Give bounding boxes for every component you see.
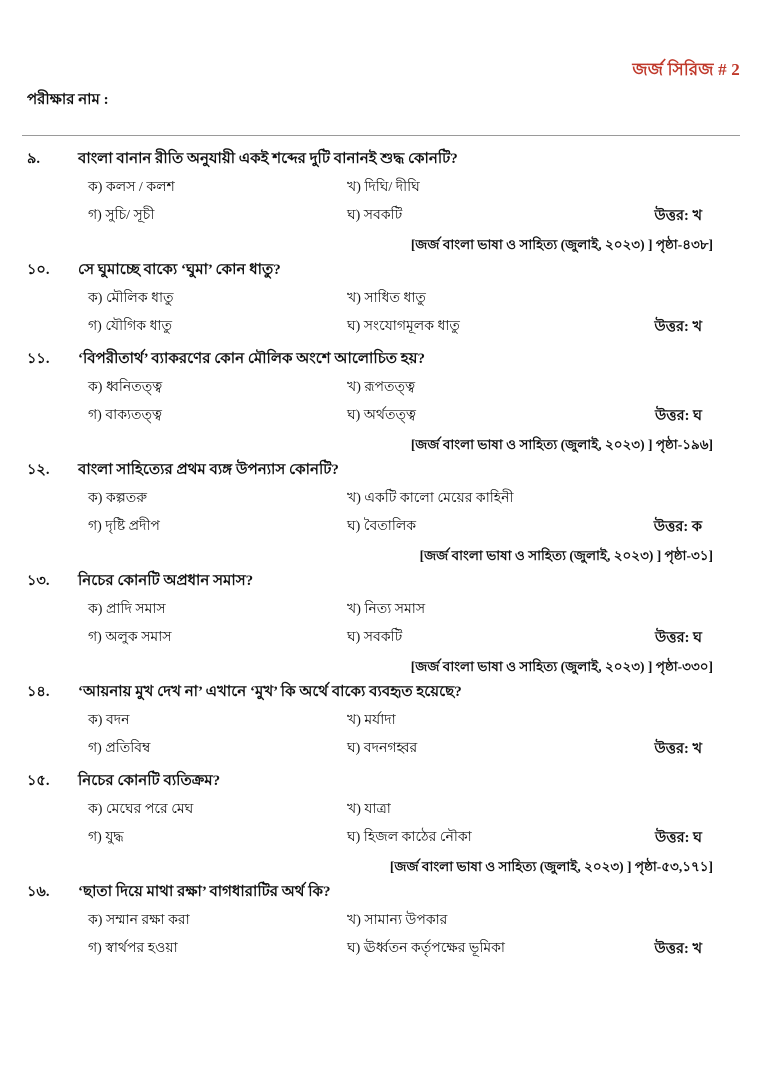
exam-name-label: পরীক্ষার নাম : [27, 92, 109, 108]
question-number: ১২. [27, 462, 50, 478]
option-row [27, 381, 740, 409]
header-divider [22, 135, 740, 136]
question-text: ‘আয়নায় মুখ দেখ না’ এখানে ‘মুখ’ কি অর্থে বাক্যে ব্যবহৃত হয়েছে? [78, 684, 462, 700]
option-row [27, 492, 740, 520]
question-text: নিচের কোনটি অপ্রধান সমাস? [78, 573, 254, 589]
option-row [27, 942, 740, 970]
option-ga[interactable]: গ) স্বার্থপর হওয়া [88, 941, 178, 956]
option-ga[interactable]: গ) অলুক সমাস [88, 630, 172, 645]
question-text: নিচের কোনটি ব্যতিক্রম? [78, 773, 221, 789]
reference-row [27, 437, 740, 463]
question-number: ৯. [27, 151, 41, 167]
reference-row [27, 859, 740, 885]
reference-text: [জর্জ বাংলা ভাষা ও সাহিত্য (জুলাই, ২০২৩) ] পৃষ্ঠা-৫৩,১৭১] [389, 859, 713, 874]
question-heading [27, 885, 740, 914]
question-block [0, 685, 768, 774]
option-ka[interactable]: ক) কল্পতরু [88, 491, 147, 506]
option-gha[interactable]: ঘ) ঊর্ধ্বতন কর্তৃপক্ষের ভূমিকা [347, 941, 505, 956]
question-text: বাংলা বানান রীতি অনুযায়ী একই শব্দের দুটি বানানই শুদ্ধ কোনটি? [78, 151, 458, 167]
option-ka[interactable]: ক) সম্মান রক্ষা করা [88, 913, 190, 928]
series-header: জর্জ সিরিজ # 2 [632, 60, 740, 79]
question-heading [27, 352, 740, 381]
option-ka[interactable]: ক) প্রাদি সমাস [88, 602, 166, 617]
option-kha[interactable]: খ) দিঘি/ দীঘি [347, 180, 420, 195]
option-gha[interactable]: ঘ) হিজল কাঠের নৌকা [347, 830, 472, 845]
option-ka[interactable]: ক) মৌলিক ধাতু [88, 291, 174, 306]
question-number: ১৪. [27, 684, 50, 700]
question-block [0, 574, 768, 685]
question-number: ১৫. [27, 773, 50, 789]
answer-label: উত্তর: ক [653, 519, 702, 535]
option-kha[interactable]: খ) সামান্য উপকার [347, 913, 448, 928]
option-kha[interactable]: খ) রূপতত্ত্ব [347, 380, 416, 395]
option-kha[interactable]: খ) নিত্য সমাস [347, 602, 426, 617]
option-gha[interactable]: ঘ) বৈতালিক [347, 519, 417, 534]
answer-label: উত্তর: ঘ [654, 408, 702, 424]
reference-text: [জর্জ বাংলা ভাষা ও সাহিত্য (জুলাই, ২০২৩) ] পৃষ্ঠা-৩৩০] [410, 659, 713, 674]
question-number: ১৬. [27, 884, 50, 900]
option-row [27, 181, 740, 209]
option-row [27, 209, 740, 237]
question-block [0, 152, 768, 263]
question-text: ‘ছাতা দিয়ে মাথা রক্ষা’ বাগধারাটির অর্থ কি? [78, 884, 331, 900]
reference-text: [জর্জ বাংলা ভাষা ও সাহিত্য (জুলাই, ২০২৩) ] পৃষ্ঠা-৪৩৮] [410, 237, 713, 252]
question-number: ১০. [27, 262, 50, 278]
option-ka[interactable]: ক) মেঘের পরে মেঘ [88, 802, 194, 817]
option-row [27, 714, 740, 742]
option-gha[interactable]: ঘ) সবকটি [347, 630, 403, 645]
answer-label: উত্তর: খ [654, 941, 702, 957]
question-list [0, 152, 768, 974]
answer-label: উত্তর: খ [654, 208, 702, 224]
question-number: ১৩. [27, 573, 50, 589]
question-number: ১১. [27, 351, 50, 367]
question-block [0, 263, 768, 352]
reference-row [27, 659, 740, 685]
question-text: ‘বিপরীতার্থ’ ব্যাকরণের কোন মৌলিক অংশে আলোচিত হয়? [78, 351, 426, 367]
question-heading [27, 463, 740, 492]
option-gha[interactable]: ঘ) সংযোগমূলক ধাতু [347, 319, 460, 334]
option-row [27, 631, 740, 659]
option-gha[interactable]: ঘ) অর্থতত্ত্ব [347, 408, 416, 423]
option-row [27, 292, 740, 320]
answer-label: উত্তর: খ [654, 319, 702, 335]
answer-label: উত্তর: খ [654, 741, 702, 757]
question-heading [27, 152, 740, 181]
question-text: সে ঘুমাচ্ছে বাক্যে ‘ঘুমা’ কোন ধাতু? [78, 262, 281, 278]
question-block [0, 885, 768, 974]
question-heading [27, 263, 740, 292]
option-kha[interactable]: খ) যাত্রা [347, 802, 391, 817]
option-row [27, 409, 740, 437]
option-row [27, 831, 740, 859]
option-ga[interactable]: গ) দৃষ্টি প্রদীপ [88, 519, 160, 534]
reference-text: [জর্জ বাংলা ভাষা ও সাহিত্য (জুলাই, ২০২৩) ] পৃষ্ঠা-১৯৬] [410, 437, 713, 452]
question-block [0, 352, 768, 463]
reference-text: [জর্জ বাংলা ভাষা ও সাহিত্য (জুলাই, ২০২৩) ] পৃষ্ঠা-৩১] [419, 548, 713, 563]
question-heading [27, 774, 740, 803]
option-ga[interactable]: গ) বাক্যতত্ত্ব [88, 408, 163, 423]
option-ka[interactable]: ক) ধ্বনিতত্ত্ব [88, 380, 163, 395]
option-row [27, 320, 740, 348]
option-row [27, 914, 740, 942]
option-ka[interactable]: ক) বদন [88, 713, 130, 728]
question-heading [27, 574, 740, 603]
option-row [27, 742, 740, 770]
option-gha[interactable]: ঘ) বদনগহ্বর [347, 741, 418, 756]
option-row [27, 603, 740, 631]
reference-row [27, 548, 740, 574]
question-block [0, 774, 768, 885]
question-text: বাংলা সাহিত্যের প্রথম ব্যঙ্গ উপন্যাস কোনটি? [78, 462, 339, 478]
option-ga[interactable]: গ) যৌগিক ধাতু [88, 319, 172, 334]
block-spacer [27, 970, 740, 974]
question-block [0, 463, 768, 574]
reference-row [27, 237, 740, 263]
option-kha[interactable]: খ) একটি কালো মেয়ের কাহিনী [347, 491, 514, 506]
option-ga[interactable]: গ) সুচি/ সূচী [88, 208, 155, 223]
option-ga[interactable]: গ) যুদ্ধ [88, 830, 124, 845]
answer-label: উত্তর: ঘ [654, 630, 702, 646]
option-row [27, 520, 740, 548]
option-gha[interactable]: ঘ) সবকটি [347, 208, 403, 223]
option-row [27, 803, 740, 831]
answer-label: উত্তর: ঘ [654, 830, 702, 846]
option-ka[interactable]: ক) কলস / কলশ [88, 180, 175, 195]
question-heading [27, 685, 740, 714]
option-kha[interactable]: খ) মর্যাদা [347, 713, 396, 728]
option-kha[interactable]: খ) সাধিত ধাতু [347, 291, 426, 306]
option-ga[interactable]: গ) প্রতিবিম্ব [88, 741, 151, 756]
